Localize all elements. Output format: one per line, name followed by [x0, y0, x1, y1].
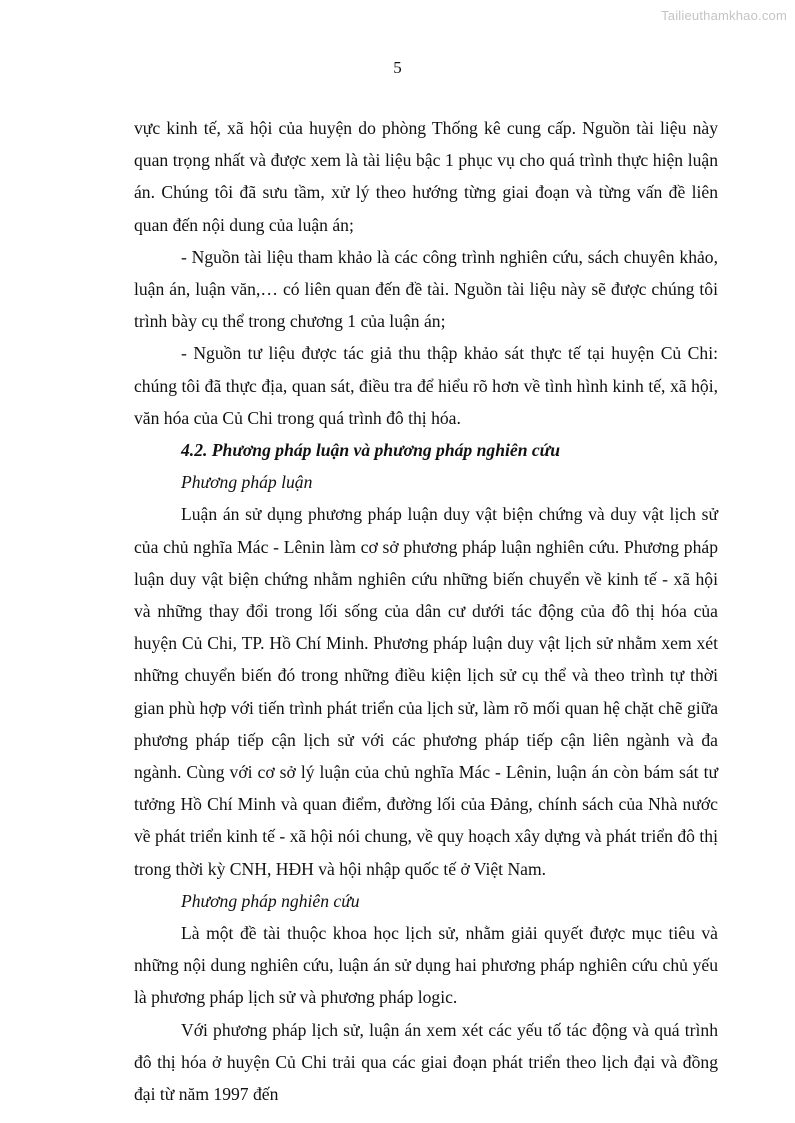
- paragraph-historical-method: Với phương pháp lịch sử, luận án xem xét các yếu tố tác động và quá trình đô thị hóa ở huyện Củ Chi trải qua các giai đoạn phát triển theo lịch đại và đồng đại từ năm 1997 đến: [134, 1019, 718, 1105]
- subheading-research-methods: Phương pháp nghiên cứu: [181, 890, 360, 911]
- document-body: [134, 112, 718, 1110]
- paragraph-sources-statistics: vực kinh tế, xã hội của huyện do phòng Thống kê cung cấp. Nguồn tài liệu này quan trọng nhất và được xem là tài liệu bậc 1 phục vụ cho quá trình thực hiện luận án. Chúng tôi đã sưu tầm, xử lý theo hướng từng giai đoạn và từng vấn đề liên quan đến nội dung của luận án;: [134, 118, 718, 235]
- paragraph-methodology: Luận án sử dụng phương pháp luận duy vật biện chứng và duy vật lịch sử của chủ nghĩa Mác - Lênin làm cơ sở phương pháp luận nghiên cứu. Phương pháp luận duy vật biện chứng nhằm nghiên cứu những biến chuyển về kinh tế - xã hội và những thay đổi trong lối sống của dân cư dưới tác động của đô thị hóa của huyện Củ Chi, TP. Hồ Chí Minh. Phương pháp luận duy vật lịch sử nhằm xem xét những chuyển biến đó trong những điều kiện lịch sử cụ thể và theo trình tự thời gian phù hợp với tiến trình phát triển của lịch sử, làm rõ mối quan hệ chặt chẽ giữa phương pháp tiếp cận lịch sử với các phương pháp tiếp cận liên ngành và đa ngành. Cùng với cơ sở lý luận của chủ nghĩa Mác - Lênin, luận án còn bám sát tư tưởng Hồ Chí Minh và quan điểm, đường lối của Đảng, chính sách của Nhà nước về phát triển kinh tế - xã hội nói chung, về quy hoạch xây dựng và phát triển đô thị trong thời kỳ CNH, HĐH và hội nhập quốc tế ở Việt Nam.: [134, 504, 718, 879]
- paragraph-field-sources: - Nguồn tư liệu được tác giả thu thập khảo sát thực tế tại huyện Củ Chi: chúng tôi đã thực địa, quan sát, điều tra để hiểu rõ hơn về tình hình kinh tế, xã hội, văn hóa của Củ Chi trong quá trình đô thị hóa.: [134, 343, 718, 428]
- page-number: 5: [393, 58, 402, 77]
- paragraph-reference-sources: - Nguồn tài liệu tham khảo là các công trình nghiên cứu, sách chuyên khảo, luận án, luận văn,… có liên quan đến đề tài. Nguồn tài liệu này sẽ được chúng tôi trình bày cụ thể trong chương 1 của luận án;: [134, 246, 718, 332]
- paragraph-research-methods: Là một đề tài thuộc khoa học lịch sử, nhằm giải quyết được mục tiêu và những nội dung nghiên cứu, luận án sử dụng hai phương pháp nghiên cứu chủ yếu là phương pháp lịch sử và phương pháp logic.: [134, 923, 718, 1008]
- subheading-methodology: Phương pháp luận: [181, 472, 313, 493]
- section-heading: 4.2. Phương pháp luận và phương pháp nghiên cứu: [181, 440, 561, 461]
- watermark: Tailieuthamkhao.com: [661, 8, 787, 23]
